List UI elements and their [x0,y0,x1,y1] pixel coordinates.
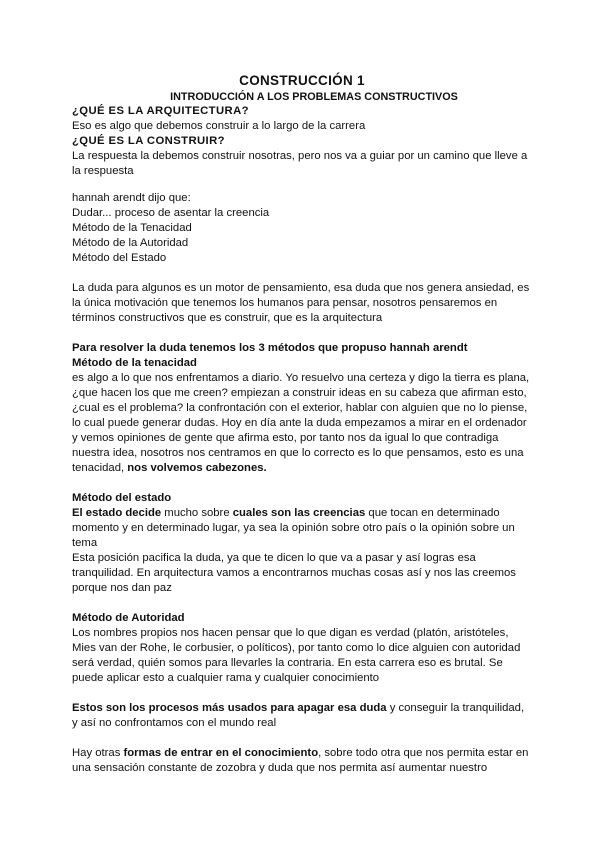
formas-text-2: , sobre todo otra que nos permita estar en una sensación constante de zozobra y duda que nos permita así aumentar nuestro [72,747,529,774]
procesos-text: y conseguir la tranquilidad, y así no confrontamos con el mundo real [72,702,525,729]
estado-body-2: Esta posición pacifica la duda, ya que te dicen lo que va a pasar y así logras esa tranquilidad. En arquitectura vamos a encontrarnos muchas cosas así y nos las creemos porque nos dan paz [72,552,516,594]
procesos-bold: Estos son los procesos más usados para apagar esa duda [72,702,387,714]
answer-arquitectura: Eso es algo que debemos construir a lo largo de la carrera [72,120,366,132]
document-title: CONSTRUCCIÓN 1 [239,73,365,88]
question-arquitectura: ¿QUÉ ES LA ARQUITECTURA? [72,105,249,117]
estado-text-1: mucho sobre [164,507,230,519]
tenacidad-lead: Para resolver la duda tenemos los 3 métodos que propuso hannah arendt [72,342,468,354]
estado-mid-bold: cuales son las creencias [232,507,366,519]
document-page [72,72,532,776]
estado-body [72,506,532,551]
arendt-item: Método de la Tenacidad [72,222,192,234]
formas-text-1: Hay otras [72,747,121,759]
arendt-item: Método del Estado [72,252,167,264]
tenacidad-body [72,371,532,476]
document-subtitle: INTRODUCCIÓN A LOS PROBLEMAS CONSTRUCTIVOS [170,91,458,103]
tenacidad-body-text: es algo a lo que nos enfrentamos a diario. Yo resuelvo una certeza y digo la tierra es plana, ¿que hacen los que me creen? empiezan a construir ideas en su cabeza que afirman esto, ¿cual es el problema? la confrontación con el exterior, hablar con alguien que no lo piense, lo cual puede generar dudas. Hoy en día ante la duda empezamos a mirar en el ordenador y vemos opiniones de gente que afirma esto, por tanto nos da igual lo que contradiga nuestra idea, nosotros nos centramos en que lo correcto es lo que pensamos, esto es una tenacidad, [72,372,530,474]
autoridad-heading: Método de Autoridad [72,612,185,624]
question-construir: ¿QUÉ ES LA CONSTRUIR? [72,135,225,147]
duda-paragraph: La duda para algunos es un motor de pensamiento, esa duda que nos genera ansiedad, es la única motivación que tenemos los humanos para pensar, nosotros pensaremos en términos constructivos que es construir, que es la arquitectura [72,282,530,324]
estado-heading: Método del estado [72,492,172,504]
estado-lead-bold: El estado decide [72,507,162,519]
procesos-paragraph [72,701,532,731]
arendt-intro: hannah arendt dijo que: [72,192,191,204]
estado-text-2: que tocan en determinado momento y en determinado lugar, ya sea la opinión sobre otro país o la opinión sobre un tema [72,507,515,549]
formas-paragraph [72,746,532,776]
autoridad-body: Los nombres propios nos hacen pensar que lo que digan es verdad (platón, aristóteles, Mies van der Rohe, le corbusier, o políticos), por tanto como lo dice alguien con autoridad será verdad, quién somos para llevarles la contraria. En esta carrera eso es brutal. Se puede aplicar esto a cualquier rama y cualquier conocimiento [72,627,521,684]
answer-construir: La respuesta la debemos construir nosotras, pero nos va a guiar por un camino que lleve a la respuesta [72,150,528,177]
tenacidad-heading: Método de la tenacidad [72,357,197,369]
arendt-item: Método de la Autoridad [72,237,189,249]
formas-bold: formas de entrar en el conocimiento [123,747,319,759]
tenacidad-body-bold: nos volvemos cabezones. [127,462,267,474]
arendt-item: Dudar... proceso de asentar la creencia [72,207,270,219]
